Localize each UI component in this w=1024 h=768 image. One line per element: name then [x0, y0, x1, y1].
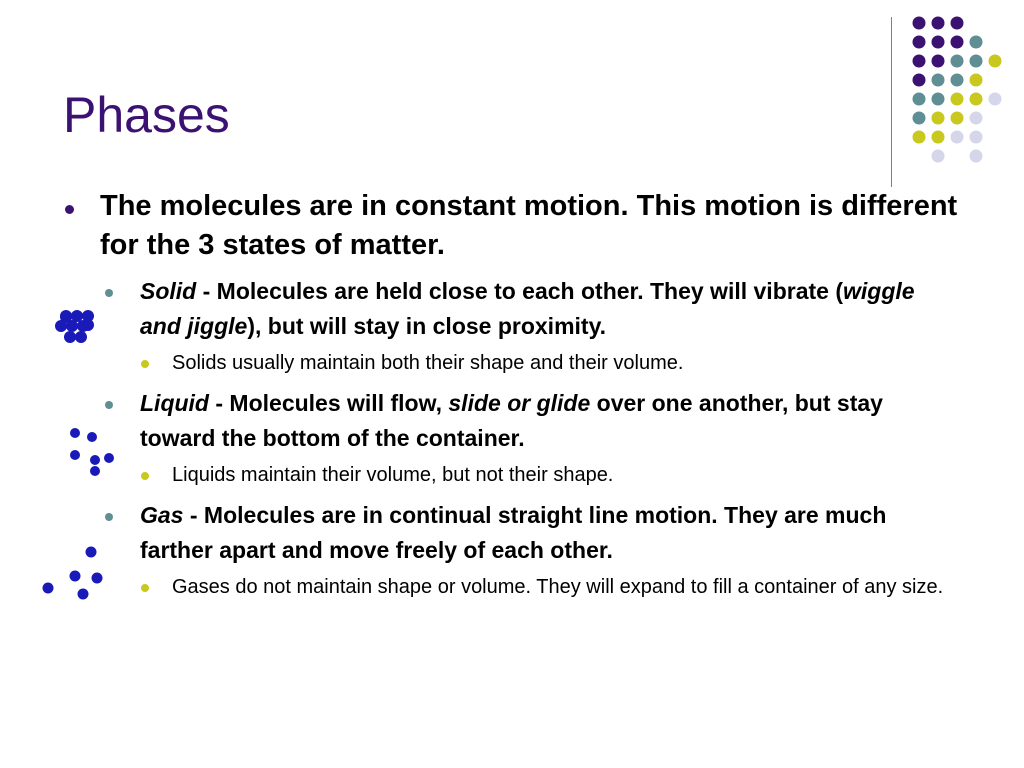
decorative-dot: [951, 74, 964, 87]
decorative-dot: [932, 93, 945, 106]
molecule-dot: [66, 320, 78, 332]
liquid-text-b: over one another, but stay toward the bottom of the container.: [140, 390, 883, 451]
molecule-dot: [82, 310, 94, 322]
decorative-dot: [932, 17, 945, 30]
molecule-dot: [77, 320, 89, 332]
liquid-detail: Liquids maintain their volume, but not their shape.: [172, 464, 614, 486]
molecule-dot: [64, 331, 76, 343]
molecule-dot: [92, 573, 103, 584]
molecule-dot: [90, 466, 100, 476]
decorative-dot: [932, 131, 945, 144]
decorative-dot: [951, 112, 964, 125]
decorative-dot: [932, 74, 945, 87]
molecule-dot: [71, 310, 83, 322]
slide-title: Phases: [63, 87, 230, 143]
decorative-dot: [913, 93, 926, 106]
divider-line: [891, 17, 892, 187]
liquid-description: [140, 386, 960, 456]
molecule-dot: [86, 547, 97, 558]
molecule-dot: [82, 319, 94, 331]
molecule-dot: [60, 310, 72, 322]
decorative-dot: [913, 74, 926, 87]
liquid-molecules-icon: [70, 428, 114, 476]
molecule-dot: [75, 331, 87, 343]
liquid-term: Liquid: [140, 390, 209, 416]
gas-detail: Gases do not maintain shape or volume. They will expand to fill a container of any size.: [172, 576, 944, 598]
main-point: The molecules are in constant motion. This motion is different for the 3 states of matter.: [100, 190, 958, 261]
molecule-dot: [43, 583, 54, 594]
decorative-dot: [932, 112, 945, 125]
gas-term: Gas: [140, 502, 184, 528]
decorative-dot: [932, 55, 945, 68]
bullet-icon: [141, 472, 149, 480]
gas-molecules-icon: [43, 547, 103, 600]
molecule-dot: [70, 450, 80, 460]
solid-description: [140, 274, 960, 344]
decorative-dot: [970, 150, 983, 163]
solid-text-a: - Molecules are held close to each other. They will vibrate (: [196, 278, 843, 304]
solid-term: Solid: [140, 278, 197, 304]
molecule-dot: [70, 428, 80, 438]
bullet-icon: [65, 205, 74, 214]
solid-emphasis: wiggle and jiggle: [140, 278, 915, 339]
bullet-icon: [141, 360, 149, 368]
bullet-icon: [105, 513, 113, 521]
bullet-icon: [105, 401, 113, 409]
decorative-dot: [970, 131, 983, 144]
decorative-dot: [970, 74, 983, 87]
decorative-dot: [989, 55, 1002, 68]
decorative-dot: [951, 17, 964, 30]
molecule-dot: [55, 320, 67, 332]
bullet-icon: [105, 289, 113, 297]
molecule-dot: [70, 571, 81, 582]
decorative-dot: [932, 36, 945, 49]
molecule-dot: [60, 311, 72, 323]
liquid-text-a: - Molecules will flow,: [208, 390, 449, 416]
molecule-dot: [78, 589, 89, 600]
molecule-dot: [87, 432, 97, 442]
decorative-dot: [951, 131, 964, 144]
molecule-dot: [90, 455, 100, 465]
decorative-dot: [913, 36, 926, 49]
decorative-dot: [932, 150, 945, 163]
solid-molecules-icon: [55, 310, 94, 343]
decorative-dot: [951, 36, 964, 49]
bullet-icon: [141, 584, 149, 592]
decorative-dot: [913, 17, 926, 30]
decorative-dot: [951, 93, 964, 106]
decorative-dot: [970, 55, 983, 68]
molecule-dot: [104, 453, 114, 463]
decorative-dot: [951, 55, 964, 68]
decorative-dot: [913, 131, 926, 144]
solid-detail: Solids usually maintain both their shape and their volume.: [172, 352, 684, 374]
decorative-dot: [970, 93, 983, 106]
decorative-dot: [989, 93, 1002, 106]
gas-text-a: - Molecules are in continual straight line motion. They are much farther apart and move freely of each other.: [140, 502, 887, 563]
decorative-dot: [970, 112, 983, 125]
solid-text-b: ), but will stay in close proximity.: [247, 313, 607, 339]
gas-description: [140, 498, 960, 568]
decorative-dot: [913, 55, 926, 68]
liquid-emphasis: slide or glide: [448, 390, 591, 416]
decorative-dot: [913, 112, 926, 125]
decorative-dot: [970, 36, 983, 49]
